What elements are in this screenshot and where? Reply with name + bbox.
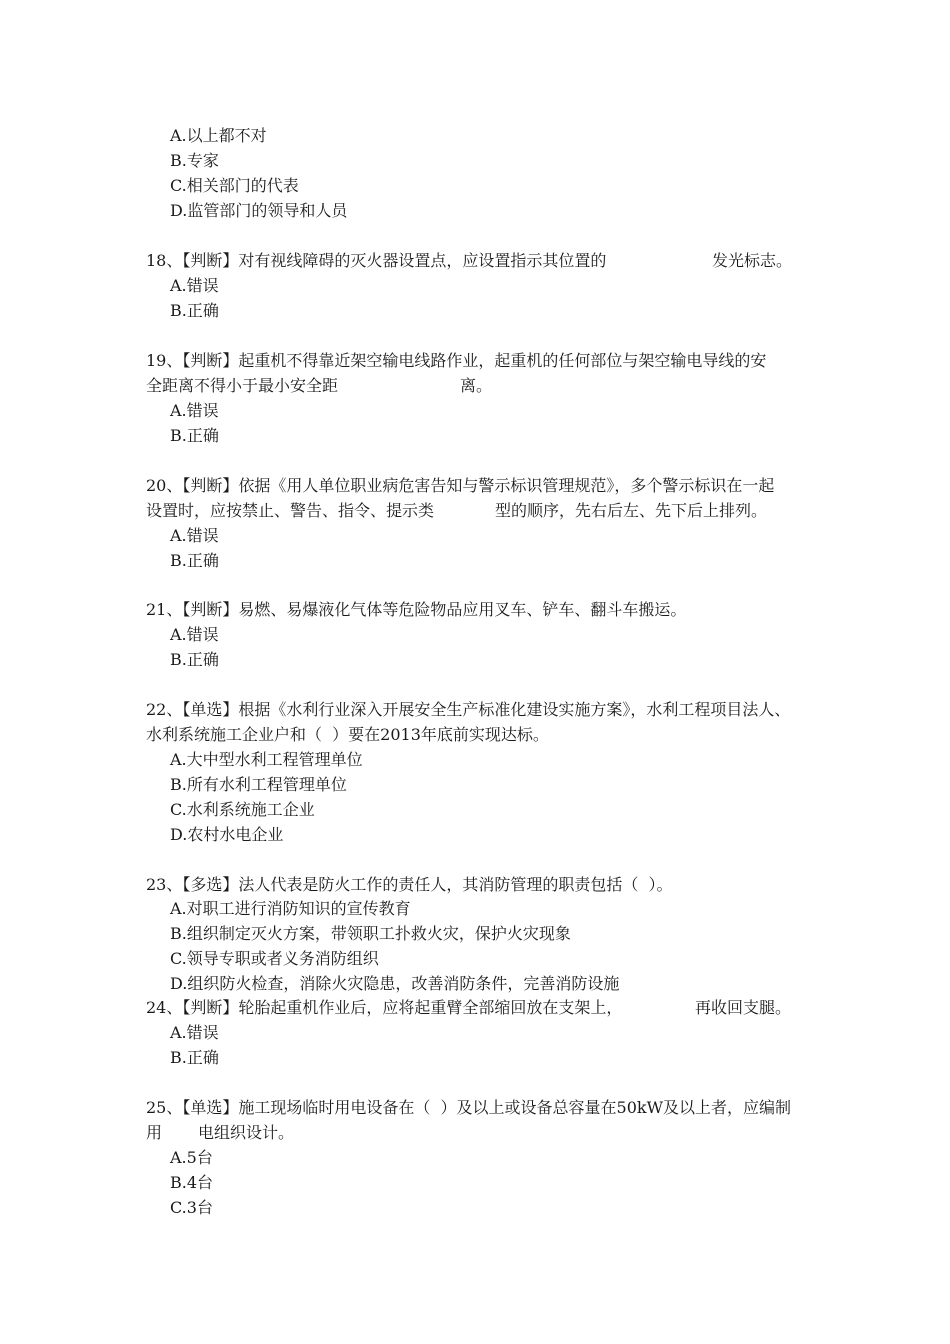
q24-stem: 24、【判断】轮胎起重机作业后，应将起重臂全部缩回放在支架上， — [146, 998, 623, 1017]
q23-option-d: D.组织防火检查，消除火灾隐患，改善消防条件，完善消防设施 — [170, 974, 620, 993]
q25-option-b: B.4台 — [170, 1173, 214, 1192]
q23-stem: 23、【多选】法人代表是防火工作的责任人，其消防管理的职责包括（ ）。 — [146, 875, 673, 894]
q21-stem: 21、【判断】易燃、易爆液化气体等危险物品应用叉车、铲车、翻斗车搬运。 — [146, 600, 687, 619]
q23-option-a: A.对职工进行消防知识的宣传教育 — [170, 899, 411, 918]
q22-stem-line1: 22、【单选】根据《水利行业深入开展安全生产标准化建设实施方案》，水利工程项目法人、 — [146, 700, 791, 719]
q25-stem-line2: 用 — [146, 1123, 163, 1142]
q17-option-b: B.专家 — [170, 151, 219, 170]
q18-option-a: A.错误 — [170, 276, 219, 295]
q19-stem-line1: 19、【判断】起重机不得靠近架空输电线路作业，起重机的任何部位与架空输电导线的安 — [146, 351, 767, 370]
q17-option-a: A.以上都不对 — [170, 126, 267, 145]
q18-stem-tail: 发光标志。 — [712, 251, 793, 270]
q25-stem-line1: 25、【单选】施工现场临时用电设备在（ ）及以上或设备总容量在50kW及以上者，应编制 — [146, 1098, 792, 1117]
q22-option-c: C.水利系统施工企业 — [170, 800, 315, 819]
q23-option-b: B.组织制定灭火方案，带领职工扑救火灾，保护火灾现象 — [170, 924, 571, 943]
q20-stem-line1: 20、【判断】依据《用人单位职业病危害告知与警示标识管理规范》，多个警示标识在一起 — [146, 476, 775, 495]
q17-option-d: D.监管部门的领导和人员 — [170, 201, 348, 220]
q20-stem-line2: 设置时，应按禁止、警告、指令、提示类 — [146, 501, 435, 520]
q20-option-a: A.错误 — [170, 526, 219, 545]
q24-option-a: A.错误 — [170, 1023, 219, 1042]
q25-stem-tail: 电组织设计。 — [198, 1123, 295, 1142]
q17-option-c: C.相关部门的代表 — [170, 176, 299, 195]
q21-option-b: B.正确 — [170, 650, 219, 669]
q19-option-a: A.错误 — [170, 401, 219, 420]
q22-option-a: A.大中型水利工程管理单位 — [170, 750, 363, 769]
q19-stem-tail: 离。 — [460, 376, 493, 395]
q21-option-a: A.错误 — [170, 625, 219, 644]
q19-stem-line2: 全距离不得小于最小安全距 — [146, 376, 339, 395]
q25-option-c: C.3台 — [170, 1198, 213, 1217]
q22-option-b: B.所有水利工程管理单位 — [170, 775, 347, 794]
q19-option-b: B.正确 — [170, 426, 219, 445]
q24-option-b: B.正确 — [170, 1048, 219, 1067]
q18-option-b: B.正确 — [170, 301, 219, 320]
q20-option-b: B.正确 — [170, 551, 219, 570]
q18-stem: 18、【判断】对有视线障碍的灭火器设置点，应设置指示其位置的 — [146, 251, 607, 270]
q22-stem-line2: 水利系统施工企业户和（ ）要在2013年底前实现达标。 — [146, 725, 549, 744]
q20-stem-tail: 型的顺序，先右后左、先下后上排列。 — [495, 501, 768, 520]
q25-option-a: A.5台 — [170, 1148, 213, 1167]
q24-stem-tail: 再收回支腿。 — [695, 998, 792, 1017]
q22-option-d: D.农村水电企业 — [170, 825, 284, 844]
q23-option-c: C.领导专职或者义务消防组织 — [170, 949, 379, 968]
